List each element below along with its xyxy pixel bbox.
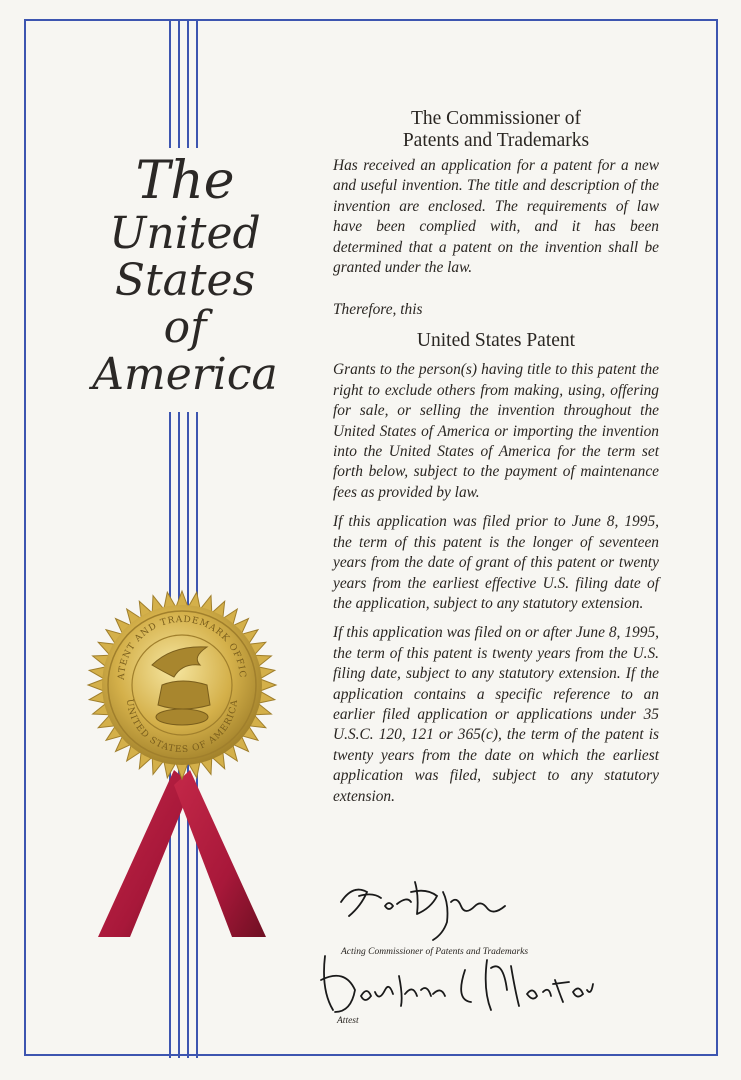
attest-caption: Attest [337, 1016, 359, 1026]
heading-line: Patents and Trademarks [402, 130, 590, 151]
seal-bottom-text: UNITED STATES OF AMERICA [123, 698, 241, 756]
grant-paragraph: Grants to the person(s) having title to this patent the right to exclude others from making, using, offering for sale, or selling the invention throughout the United States of America or importing the invention into the United States of America for the term set forth below, subject to the payment of maintenance fees as provided by law. [333, 361, 659, 501]
patent-title: United States Patent [416, 330, 576, 352]
side-title-line: States [114, 254, 256, 306]
heading-line: The Commissioner of [410, 108, 582, 129]
side-title-line: United [109, 207, 261, 259]
gold-seal [82, 585, 282, 945]
ribbon-right [174, 770, 266, 937]
seal-top-text: ATENT AND TRADEMARK OFFIC [116, 614, 248, 681]
side-title [70, 148, 300, 412]
intro-paragraph: Has received an application for a patent for a new and useful invention. The title and description of the invention are enclosed. The requirements of law have been complied with, and it has been determined that a patent on the invention shall be granted under the law. [333, 157, 659, 277]
certificate-body [333, 108, 659, 807]
term-paragraph: If this application was filed on or after June 8, 1995, the term of this patent is twenty years from the U.S. filing date, subject to any statutory extension. If the application contains a specific reference to an earlier filed application or applications under 35 U.S.C. 120, 121 or 365(c), the term of the patent is twenty years from the date on which the earliest application was filed, subject to any statutory extension. [333, 624, 659, 805]
signatory-caption: Acting Commissioner of Patents and Trademarks [341, 947, 529, 957]
side-title-line: of [163, 301, 207, 353]
therefore-line: Therefore, this [333, 301, 423, 319]
term-paragraph: If this application was filed prior to June 8, 1995, the term of this patent is the longer of seventeen years from the date of grant of this patent or twenty years from the earliest effective U.S. filing date of the application, subject to any statutory extension. [333, 513, 659, 612]
commissioner-signature [333, 862, 533, 942]
side-title-line: America [92, 348, 278, 400]
side-title-line: The [135, 151, 235, 211]
